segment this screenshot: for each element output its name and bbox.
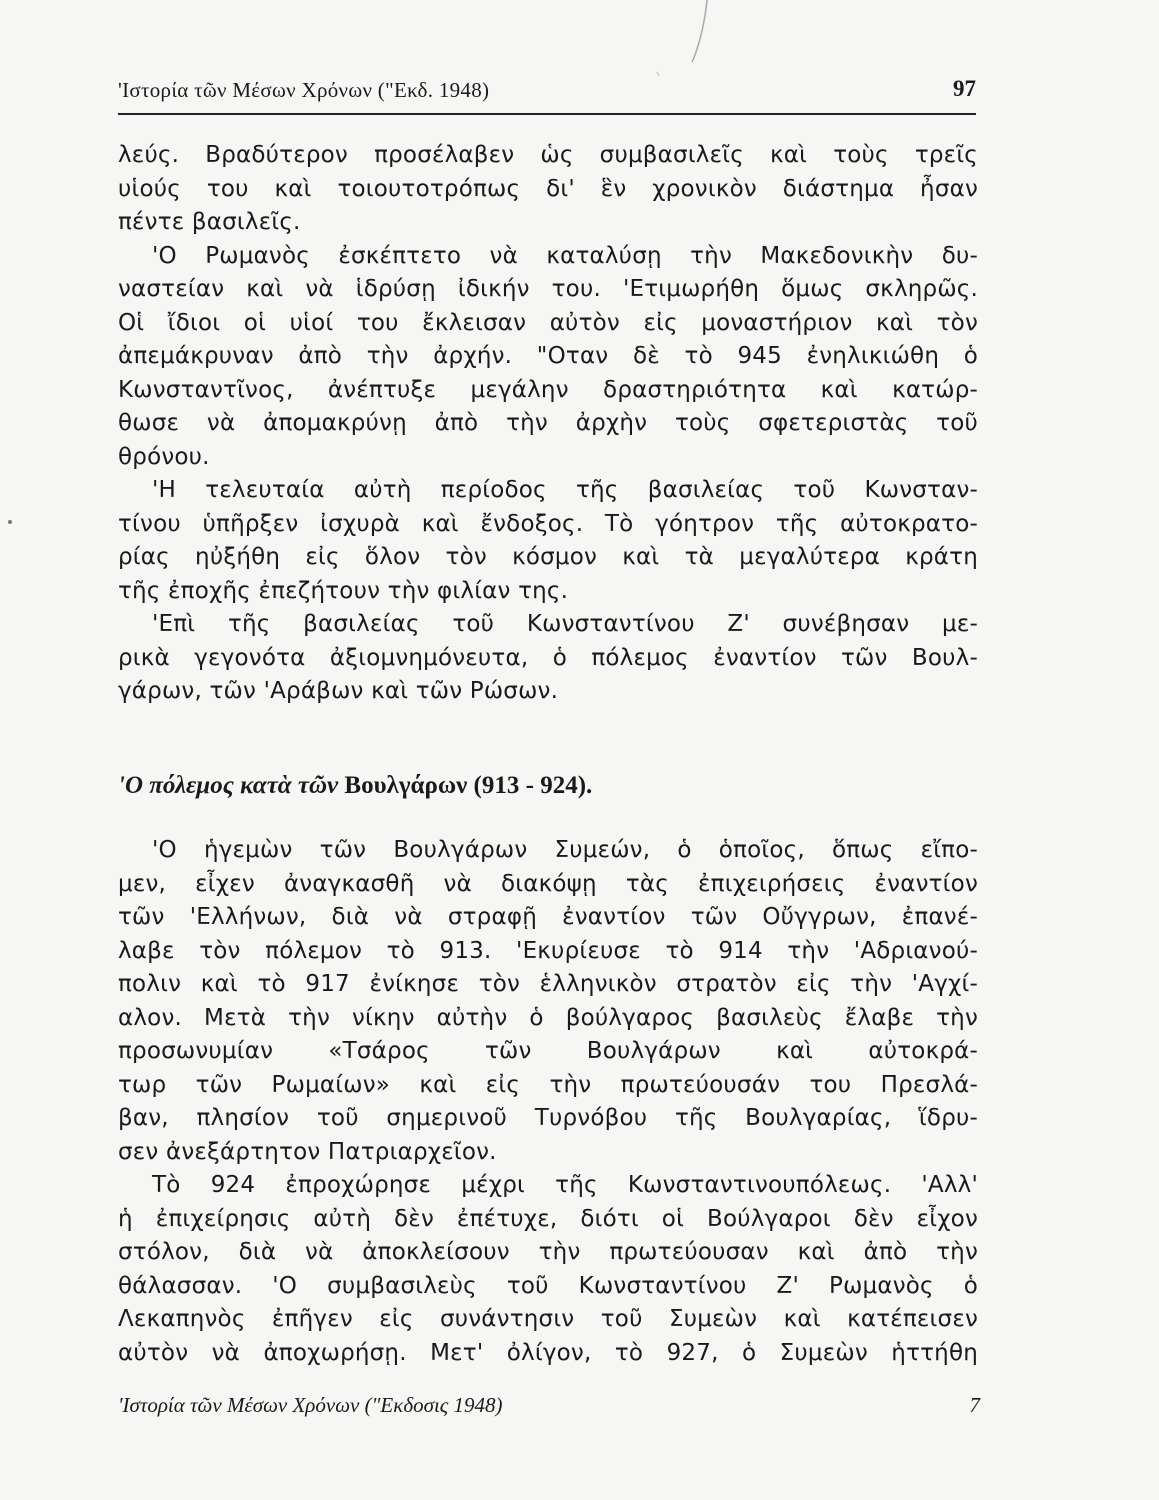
text-line: 'Η τελευταία αὐτὴ περίοδος τῆς βασιλείας τοῦ Κωνσταν-	[152, 477, 978, 503]
body-text-top	[118, 139, 978, 709]
footer-title: 'Ιστορία τῶν Μέσων Χρόνων ("Εκδοσις 1948)	[118, 1393, 503, 1417]
header-rule	[118, 113, 976, 115]
section-heading	[118, 772, 592, 800]
text-line: πολιν καὶ τὸ 917 ἐνίκησε τὸν ἑλληνικὸν στρατὸν εἰς τὴν 'Αγχί-	[118, 971, 978, 997]
text-line: βαν, πλησίον τοῦ σημερινοῦ Τυρνόβου τῆς Βουλγαρίας, ἵδρυ-	[118, 1105, 978, 1131]
text-line: τωρ τῶν Ρωμαίων» καὶ εἰς τὴν πρωτεύουσάν του Πρεσλά-	[118, 1071, 978, 1098]
text-line: ἀπεμάκρυναν ἀπὸ τὴν ἀρχήν. "Οταν δὲ τὸ 945 ἐνηλικιώθη ὁ	[118, 343, 978, 369]
text-line: ναστείαν καὶ νὰ ἱδρύσῃ ἰδικήν του. 'Ετιμωρήθη ὅμως σκληρῶς.	[118, 276, 978, 302]
text-line: ρίας ηὐξήθη εἰς ὅλον τὸν κόσμον καὶ τὰ μεγαλύτερα κράτη	[118, 544, 978, 570]
text-line: τίνου ὑπῆρξεν ἰσχυρὰ καὶ ἔνδοξος. Τὸ γόητρον τῆς αὐτοκρατο-	[118, 510, 978, 537]
text-line: Κωνσταντῖνος, ἀνέπτυξε μεγάλην δραστηριότητα καὶ κατώρ-	[118, 376, 978, 403]
text-line: 'Επὶ τῆς βασιλείας τοῦ Κωνσταντίνου Ζ' συνέβησαν με-	[152, 611, 978, 637]
text-line: 'Ο Ρωμανὸς ἐσκέπτετο νὰ καταλύσῃ τὴν Μακεδονικὴν δυ-	[152, 242, 978, 269]
text-line: τῶν 'Ελλήνων, διὰ νὰ στραφῇ ἐναντίον τῶν Οὔγγρων, ἐπανέ-	[118, 904, 978, 930]
text-line: αὐτὸν νὰ ἀποχωρήσῃ. Μετ' ὀλίγον, τὸ 927, ὁ Συμεὼν ἡττήθη	[118, 1339, 978, 1366]
text-line: ἡ ἐπιχείρησις αὐτὴ δὲν ἐπέτυχε, διότι οἱ Βούλγαροι δὲν εἶχον	[118, 1205, 978, 1232]
text-line: αλον. Μετὰ τὴν νίκην αὐτὴν ὁ βούλγαρος βασιλεὺς ἔλαβε τὴν	[118, 1004, 978, 1031]
text-line: υἱούς του καὶ τοιουτοτρόπως δι' ἓν χρονικὸν διάστημα ἦσαν	[118, 175, 978, 202]
body-text-bottom	[118, 834, 978, 1370]
text-line: ρικὰ γεγονότα ἀξιομνημόνευτα, ὁ πόλεμος ἐναντίον τῶν Βουλ-	[118, 644, 978, 671]
section-heading-bold: Βουλγάρων (913 - 924).	[344, 772, 593, 799]
text-line: πέντε βασιλεῖς.	[118, 209, 301, 235]
section-heading-italic: 'Ο πόλεμος κατὰ τῶν	[118, 772, 339, 799]
text-line: 'Ο ἡγεμὼν τῶν Βουλγάρων Συμεών, ὁ ὁποῖος, ὅπως εἴπο-	[152, 837, 978, 863]
text-line: Οἱ ἴδιοι οἱ υἱοί του ἔκλεισαν αὐτὸν εἰς μοναστήριον καὶ τὸν	[118, 309, 978, 336]
text-line: μεν, εἶχεν ἀναγκασθῆ νὰ διακόψῃ τὰς ἐπιχειρήσεις ἐναντίον	[118, 870, 978, 897]
scan-mark-icon	[655, 0, 725, 90]
text-line: τῆς ἐποχῆς ἐπεζήτουν τὴν φιλίαν της.	[118, 577, 569, 604]
text-line: λεύς. Βραδύτερον προσέλαβεν ὡς συμβασιλεῖς καὶ τοὺς τρεῖς	[118, 142, 978, 168]
text-line: γάρων, τῶν 'Αράβων καὶ τῶν Ρώσων.	[118, 678, 559, 704]
text-line: Τὸ 924 ἐπροχώρησε μέχρι τῆς Κωνσταντινουπόλεως. 'Αλλ'	[152, 1172, 978, 1198]
text-line: στόλον, διὰ νὰ ἀποκλείσουν τὴν πρωτεύουσαν καὶ ἀπὸ τὴν	[118, 1239, 978, 1265]
page-footer	[118, 1393, 980, 1421]
text-line: σεν ἀνεξάρτητον Πατριαρχεῖον.	[118, 1138, 497, 1165]
text-line: θρόνου.	[118, 443, 210, 470]
signature-mark: 7	[969, 1393, 980, 1417]
page-header	[118, 78, 976, 108]
running-title: 'Ιστορία τῶν Μέσων Χρόνων ("Εκδ. 1948)	[118, 78, 490, 102]
text-line: προσωνυμίαν «Τσάρος τῶν Βουλγάρων καὶ αὐτοκρά-	[118, 1038, 978, 1064]
scan-dot	[8, 520, 12, 524]
page-number: 97	[953, 76, 976, 101]
text-line: θωσε νὰ ἀπομακρύνῃ ἀπὸ τὴν ἀρχὴν τοὺς σφετεριστὰς τοῦ	[118, 410, 978, 436]
text-line: θάλασσαν. 'Ο συμβασιλεὺς τοῦ Κωνσταντίνου Ζ' Ρωμανὸς ὁ	[118, 1272, 978, 1299]
text-line: Λεκαπηνὸς ἐπῆγεν εἰς συνάντησιν τοῦ Συμεὼν καὶ κατέπεισεν	[118, 1306, 978, 1332]
text-line: λαβε τὸν πόλεμον τὸ 913. 'Εκυρίευσε τὸ 914 τὴν 'Αδριανού-	[118, 937, 978, 964]
